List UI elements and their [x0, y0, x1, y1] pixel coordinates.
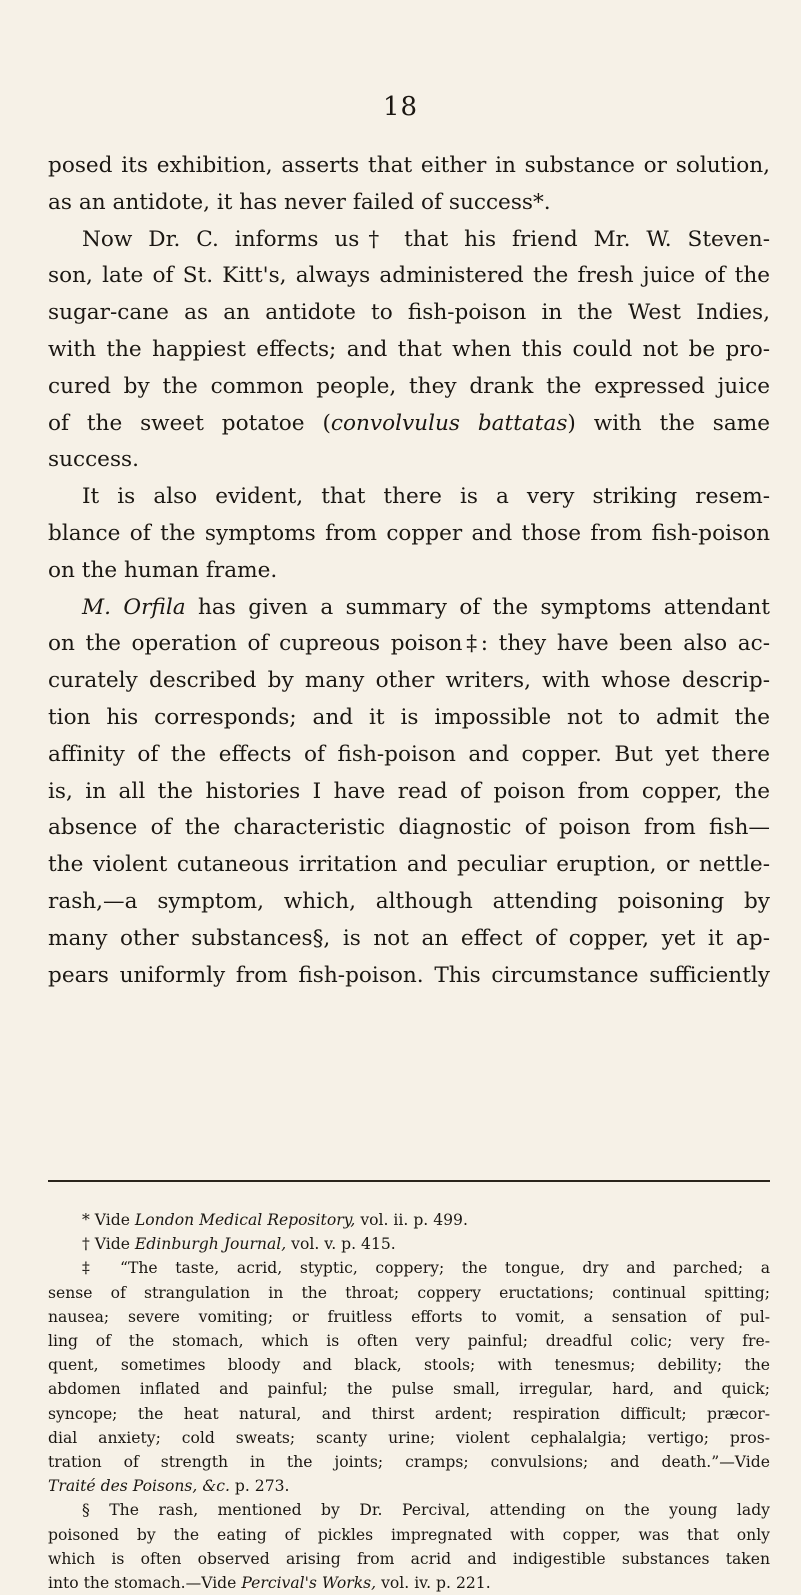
body-line: tion his corresponds; and it is impossible not to admit the [48, 704, 770, 730]
footnote-4-line: into the stomach.—Vide Percival's Works, vol. iv. p. 221. [48, 1574, 491, 1593]
body-line: is, in all the histories I have read of poison from copper, the [48, 778, 770, 804]
body-line: son, late of St. Kitt's, always administered the fresh juice of the [48, 263, 770, 289]
footnote-3-line: quent, sometimes bloody and black, stools; with tenesmus; debility; the [48, 1356, 770, 1375]
body-line: M. Orfila has given a summary of the symptoms attendant [82, 594, 770, 620]
footnote-3-line: Traité des Poisons, &c. p. 273. [48, 1477, 290, 1496]
body-line: the violent cutaneous irritation and peculiar eruption, or nettle- [48, 852, 770, 878]
footnote-2: † Vide Edinburgh Journal, vol. v. p. 415. [82, 1235, 396, 1254]
body-line: It is also evident, that there is a very striking resem- [82, 484, 770, 510]
footnote-3-line: ling of the stomach, which is often very painful; dreadful colic; very fre- [48, 1332, 770, 1351]
body-line: of the sweet potatoe (convolvulus battatas) with the same [48, 410, 770, 436]
body-text [48, 148, 770, 994]
body-line: success. [48, 447, 139, 473]
body-line: with the happiest effects; and that when this could not be pro- [48, 336, 770, 362]
body-line: on the human frame. [48, 557, 278, 583]
footnote-4-line: § The rash, mentioned by Dr. Percival, attending on the young lady [82, 1501, 770, 1520]
body-line: curately described by many other writers, with whose descrip- [48, 668, 770, 694]
body-line: absence of the characteristic diagnostic of poison from fish— [48, 815, 770, 841]
footnotes [48, 1208, 770, 1595]
footnote-3-line: tration of strength in the joints; cramps; convulsions; and death.”—Vide [48, 1453, 770, 1472]
body-line: sugar-cane as an antidote to fish-poison in the West Indies, [48, 300, 770, 326]
body-line: rash,—a symptom, which, although attending poisoning by [48, 888, 770, 914]
body-line: cured by the common people, they drank the expressed juice [48, 373, 770, 399]
body-line: Now Dr. C. informs us† that his friend Mr. W. Steven- [82, 226, 770, 252]
body-line: on the operation of cupreous poison‡: they have been also ac- [48, 631, 770, 657]
body-line: as an antidote, it has never failed of success*. [48, 189, 551, 215]
footnote-divider [48, 1180, 770, 1182]
footnote-4-line: which is often observed arising from acrid and indigestible substances taken [48, 1549, 770, 1568]
body-line: many other substances§, is not an effect of copper, yet it ap- [48, 925, 770, 951]
footnote-1: * Vide London Medical Repository, vol. ii. p. 499. [82, 1211, 468, 1229]
footnote-3-line: dial anxiety; cold sweats; scanty urine; violent cephalalgia; vertigo; pros- [48, 1428, 770, 1447]
body-line: posed its exhibition, asserts that either in substance or solution, [48, 153, 770, 178]
page-number: 18 [382, 92, 419, 122]
footnote-3-line: nausea; severe vomiting; or fruitless efforts to vomit, a sensation of pul- [48, 1307, 770, 1326]
footnote-3-line: syncope; the heat natural, and thirst ardent; respiration difficult; præcor- [48, 1404, 770, 1423]
footnote-3-line: sense of strangulation in the throat; coppery eructations; continual spitting; [48, 1283, 770, 1302]
body-line: pears uniformly from fish-poison. This circumstance sufficiently [48, 962, 770, 988]
body-line: affinity of the effects of fish-poison and copper. But yet there [48, 741, 770, 767]
body-line: blance of the symptoms from copper and those from fish-poison [48, 520, 770, 546]
footnote-4-line: poisoned by the eating of pickles impregnated with copper, was that only [48, 1525, 770, 1544]
footnote-3-line: ‡ “The taste, acrid, styptic, coppery; the tongue, dry and parched; a [82, 1259, 770, 1278]
footnote-3-line: abdomen inflated and painful; the pulse small, irregular, hard, and quick; [48, 1380, 770, 1399]
